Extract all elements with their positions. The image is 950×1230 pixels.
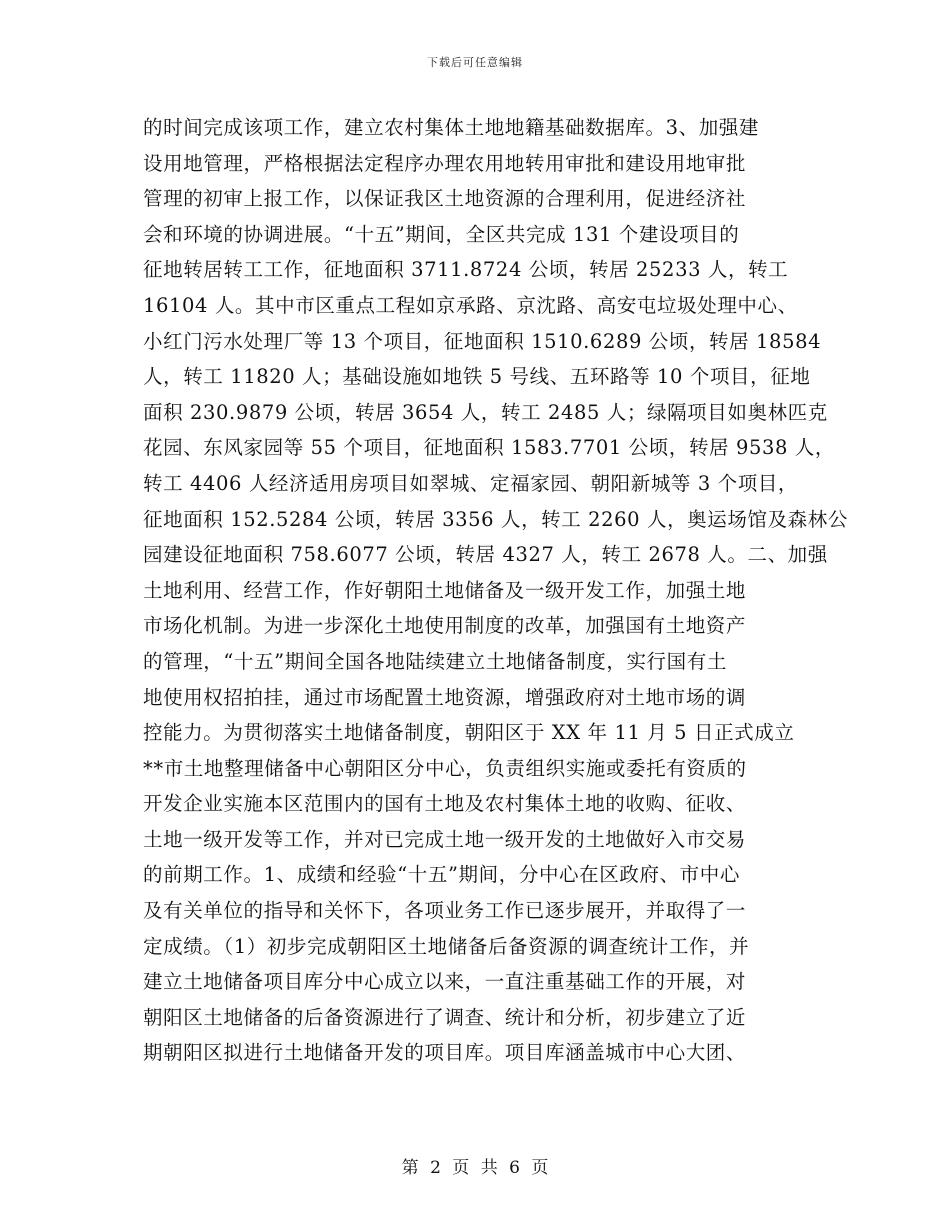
text-line: **市土地整理储备中心朝阳区分中心，负责组织实施或委托有资质的: [143, 756, 747, 780]
page-label-total-prefix: 共: [480, 1158, 498, 1178]
header-note: 下载后可任意编辑: [427, 56, 523, 69]
page-label-suffix: 页: [531, 1158, 549, 1178]
text-line: 的管理，“十五”期间全国各地陆续建立土地储备制度，实行国有土: [143, 649, 727, 673]
text-line: 面积 230.9879 公顷，转居 3654 人，转工 2485 人；绿隔项目如奥林匹克: [143, 400, 828, 424]
text-line: 征地转居转工工作，征地面积 3711.8724 公顷，转居 25233 人，转工: [143, 258, 789, 282]
total-pages-number: 6: [509, 1158, 520, 1178]
text-line: 设用地管理，严格根据法定程序办理农用地转用审批和建设用地审批: [143, 151, 747, 175]
text-line: 的时间完成该项工作，建立农村集体土地地籍基础数据库。3、加强建: [143, 116, 760, 139]
text-line: 会和环境的协调进展。“十五”期间，全区共完成 131 个建设项目的: [143, 222, 740, 246]
text-line: 期朝阳区拟进行土地储备开发的项目库。项目库涵盖城市中心大团、: [143, 1041, 747, 1065]
text-line: 管理的初审上报工作，以保证我区土地资源的合理利用，促进经济社: [143, 187, 747, 211]
text-line: 建立土地储备项目库分中心成立以来，一直注重基础工作的开展，对: [143, 970, 747, 994]
page-footer: [0, 1153, 950, 1178]
text-line: 土地一级开发等工作，并对已完成土地一级开发的土地做好入市交易: [143, 827, 747, 851]
text-line: 市场化机制。为进一步深化土地使用制度的改革，加强国有土地资产: [143, 614, 747, 638]
page-label-prefix: 第: [401, 1158, 419, 1178]
page-label-mid: 页: [452, 1158, 470, 1178]
text-line: 16104 人。其中市区重点工程如京承路、京沈路、高安屯垃圾处理中心、: [143, 293, 798, 317]
text-line: 小红门污水处理厂等 13 个项目，征地面积 1510.6289 公顷，转居 18584: [143, 329, 822, 353]
text-line: 的前期工作。1、成绩和经验“十五”期间，分中心在区政府、市中心: [143, 863, 740, 887]
current-page-number: 2: [430, 1158, 441, 1178]
text-line: 地使用权招拍挂，通过市场配置土地资源，增强政府对土地市场的调: [143, 685, 747, 709]
text-line: 控能力。为贯彻落实土地储备制度，朝阳区于 XX 年 11 月 5 日正式成立: [143, 721, 795, 745]
text-line: 园建设征地面积 758.6077 公顷，转居 4327 人，转工 2678 人。二、加强: [143, 543, 828, 567]
text-line: 朝阳区土地储备的后备资源进行了调查、统计和分析，初步建立了近: [143, 1005, 747, 1029]
text-line: 定成绩。（1）初步完成朝阳区土地储备后备资源的调查统计工作，并: [143, 934, 750, 958]
body-text: [143, 110, 848, 1071]
text-line: 人，转工 11820 人；基础设施如地铁 5 号线、五环路等 10 个项目，征地: [143, 365, 811, 389]
text-line: 花园、东风家园等 55 个项目，征地面积 1583.7701 公顷，转居 9538 人，: [143, 436, 835, 460]
text-line: 开发企业实施本区范围内的国有土地及农村集体土地的收购、征收、: [143, 792, 747, 816]
text-line: 转工 4406 人经济适用房项目如翠城、定福家园、朝阳新城等 3 个项目，: [143, 471, 799, 495]
text-line: 征地面积 152.5284 公顷，转居 3356 人，转工 2260 人，奥运场馆及森林公: [143, 507, 848, 531]
text-line: 土地利用、经营工作，作好朝阳土地储备及一级开发工作，加强土地: [143, 578, 747, 602]
text-line: 及有关单位的指导和关怀下，各项业务工作已逐步展开，并取得了一: [143, 899, 747, 923]
